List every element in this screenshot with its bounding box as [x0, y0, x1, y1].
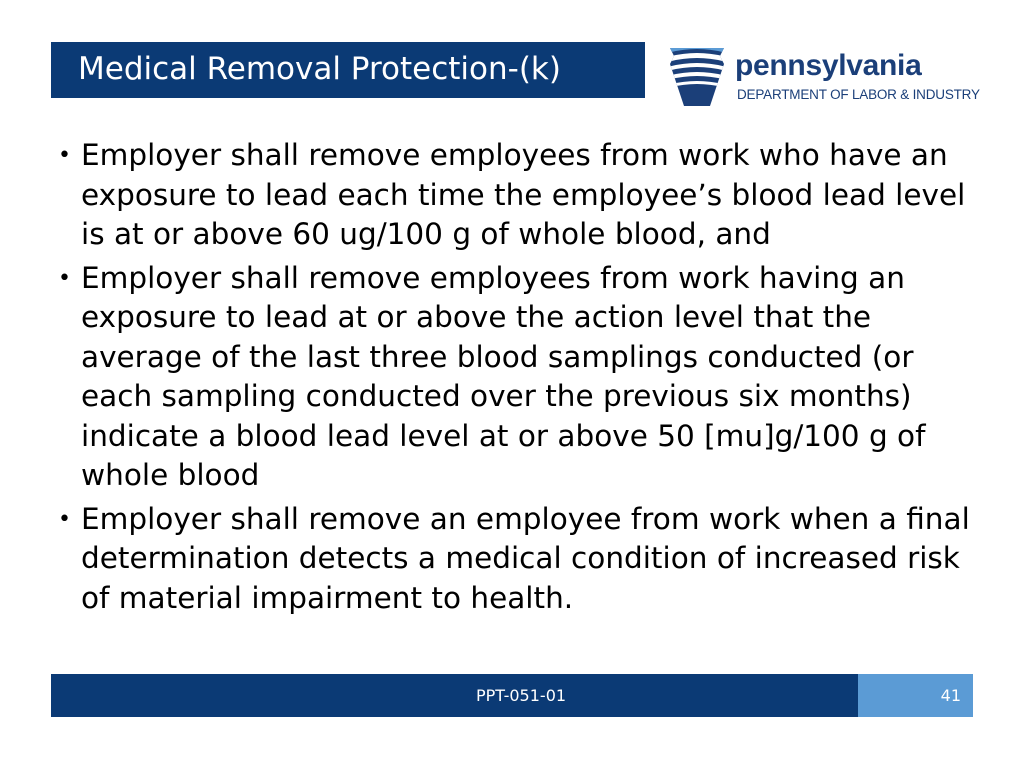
logo-wordmark: pennsylvania: [735, 49, 922, 82]
keystone-icon: [664, 44, 730, 110]
page-number: 41: [940, 686, 961, 705]
bullet-text: Employer shall remove employees from work who have an exposure to lead each time the employee’s blood lead level is at or above 60 ug/100 g of whole blood, and: [81, 138, 966, 251]
title-bar: [51, 42, 645, 98]
footer-bar: [51, 674, 973, 717]
bullet-item: [58, 500, 978, 619]
bullet-item: [58, 136, 978, 255]
bullet-text: Employer shall remove an employee from work when a final determination detects a medical condition of increased risk of material impairment to health.: [81, 501, 970, 615]
bullet-list: [58, 136, 978, 622]
pa-labor-logo: [664, 44, 984, 110]
page-number-box: [858, 674, 973, 717]
bullet-item: [58, 259, 978, 496]
bullet-marker: •: [58, 143, 71, 168]
bullet-marker: •: [58, 265, 71, 291]
footer-main: [51, 674, 858, 717]
bullet-marker: •: [58, 506, 71, 532]
logo-department: DEPARTMENT OF LABOR & INDUSTRY: [737, 87, 980, 102]
bullet-text: Employer shall remove employees from work having an exposure to lead at or above the action level that the average of the last three blood samplings conducted (or each sampling conducted over the previous six months) indicate a blood lead level at or above 50 [mu]g/100 g of whole blood: [81, 260, 926, 492]
slide-title: Medical Removal Protection-(k): [78, 50, 561, 87]
footer-code: PPT-051-01: [476, 686, 567, 705]
